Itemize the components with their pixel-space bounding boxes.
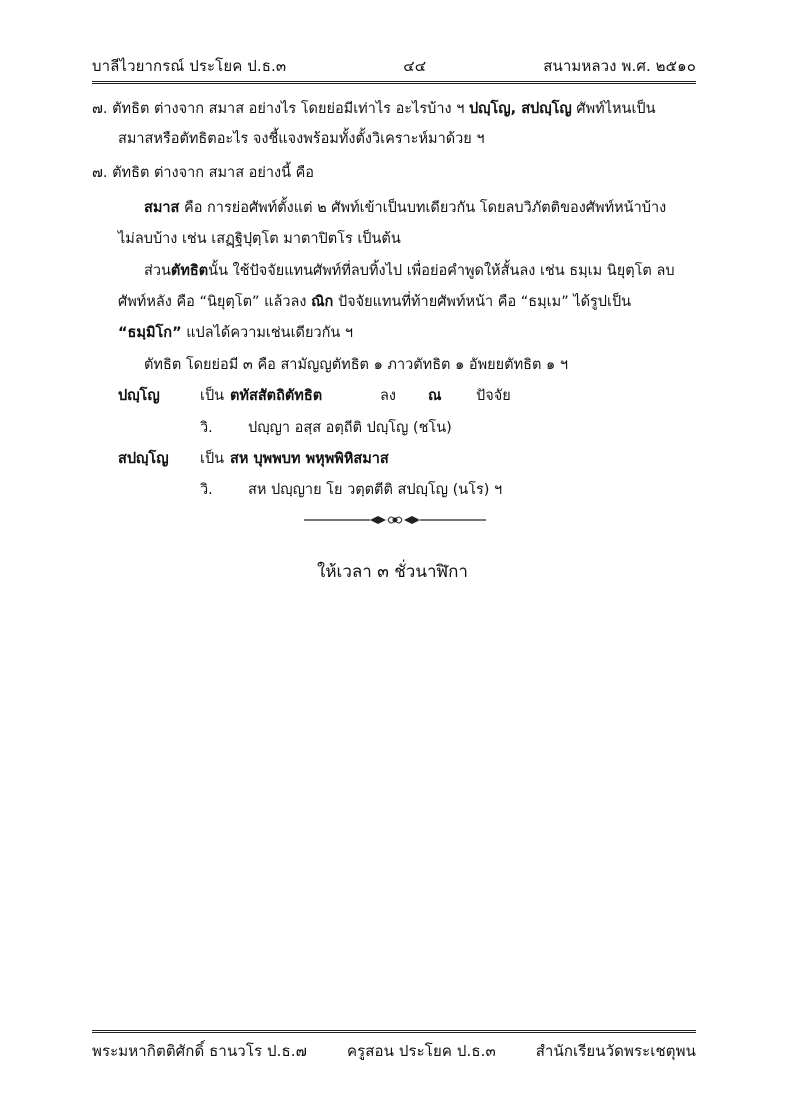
ornament-divider [300,508,490,532]
page-number: ๔๔ [403,57,427,75]
taddhita-summary: ตัทธิต โดยย่อมี ๓ คือ สามัญญตัทธิต ๑ ภาวตัทธิต ๑ อัพยยตัทธิต ๑ ฯ [144,357,568,373]
word-1-long: ลง [380,388,396,404]
question-text-a: ตัทธิต ต่างจาก สมาส อย่างไร โดยย่อมีเท่าไร อะไรบ้าง ฯ [112,101,465,117]
samasa-definition: คือ การย่อศัพท์ตั้งแต่ ๒ ศัพท์เข้าเป็นบทเดียวกัน โดยลบวิภัตติของศัพท์หน้าบ้าง [184,200,667,216]
word-2-analysis: สห ปญฺญาย โย วตฺตตีติ สปญฺโญ (นโร) ฯ [248,482,503,498]
word-1-vi: วิ. [200,420,213,436]
word-analysis-2-vigraha [200,478,502,501]
word-1-suffix: ณ [428,388,442,404]
dhammiko-word: “ธมฺมิโก” [118,325,182,341]
question-line-2: สมาสหรือตัทธิตอะไร จงชี้แจงพร้อมทั้งตั้งวิเคราะห์มาด้วย ฯ [118,131,485,147]
word-1-suffix-label: ปัจจัย [476,388,511,404]
word-analysis-2 [118,447,389,470]
word-1-is: เป็น [200,388,225,404]
word-analysis-1-vigraha [200,416,452,439]
word-2-term: สปญฺโญ [118,451,169,467]
taddhita-prefix: ส่วน [144,263,171,279]
footer-teacher: ครูสอน ประโยค ป.ธ.๓ [346,1042,496,1060]
page-footer [92,1030,696,1063]
question-number: ๗. [92,101,108,117]
answer-intro [92,161,314,184]
word-2-type: สห บุพพบท พหุพพิหิสมาส [230,451,389,467]
taddhita-line-3-text: แปลได้ความเช่นเดียวกัน ฯ [186,325,354,341]
footer-school: สำนักเรียนวัดพระเชตุพน [535,1042,696,1060]
paragraph-samasa-line-2: ไม่ลบบ้าง เช่น เสฏฺฐิปุตฺโต มาตาปิตโร เป็นต้น [118,231,401,247]
taddhita-line-2-b: ปัจจัยแทนที่ท้ายศัพท์หน้า คือ “ธมฺเม” ได้รูปเป็น [337,294,632,310]
taddhita-line-2-a: ศัพท์หลัง คือ “นิยุตฺโต” แล้วลง [118,294,307,310]
question-terms: ปญฺโญ, สปญฺโญ [468,101,572,117]
word-2-is: เป็น [200,451,225,467]
answer-number: ๗. [92,165,108,181]
time-allowed: ให้เวลา ๓ ชั่วนาฬิกา [317,562,468,582]
taddhita-definition: นั้น ใช้ปัจจัยแทนศัพท์ที่ลบทิ้งไป เพื่อย่อคำพูดให้สั้นลง เช่น ธมฺเม นิยุตฺโต ลบ [208,263,675,279]
question-text-c: ศัพท์ไหนเป็น [576,101,656,117]
nika-suffix: ณิก [311,294,334,310]
header-left-title: บาลีไวยากรณ์ ประโยค ป.ธ.๓ [92,57,287,75]
word-1-analysis: ปญฺญา อสฺส อตฺถีติ ปญฺโญ (ชโน) [248,420,452,436]
footer-author: พระมหากิตติศักดิ์ ธานวโร ป.ธ.๗ [92,1042,308,1060]
paragraph-taddhita-line-1 [144,259,675,282]
word-analysis-1 [118,384,511,407]
page-header [92,54,696,84]
answer-intro-text: ตัทธิต ต่างจาก สมาส อย่างนี้ คือ [112,165,315,181]
word-2-vi: วิ. [200,482,213,498]
paragraph-taddhita-line-3 [118,321,353,344]
paragraph-taddhita-line-2 [118,290,631,313]
taddhita-term: ตัทธิต [170,263,209,279]
samasa-term: สมาส [144,200,180,216]
paragraph-samasa-line-1 [144,196,666,219]
word-1-term: ปญฺโญ [118,388,160,404]
question-line-1 [92,97,656,120]
word-1-type: ตทัสสัตถิตัทธิต [230,388,323,404]
header-right-title: สนามหลวง พ.ศ. ๒๕๑๐ [543,57,696,75]
